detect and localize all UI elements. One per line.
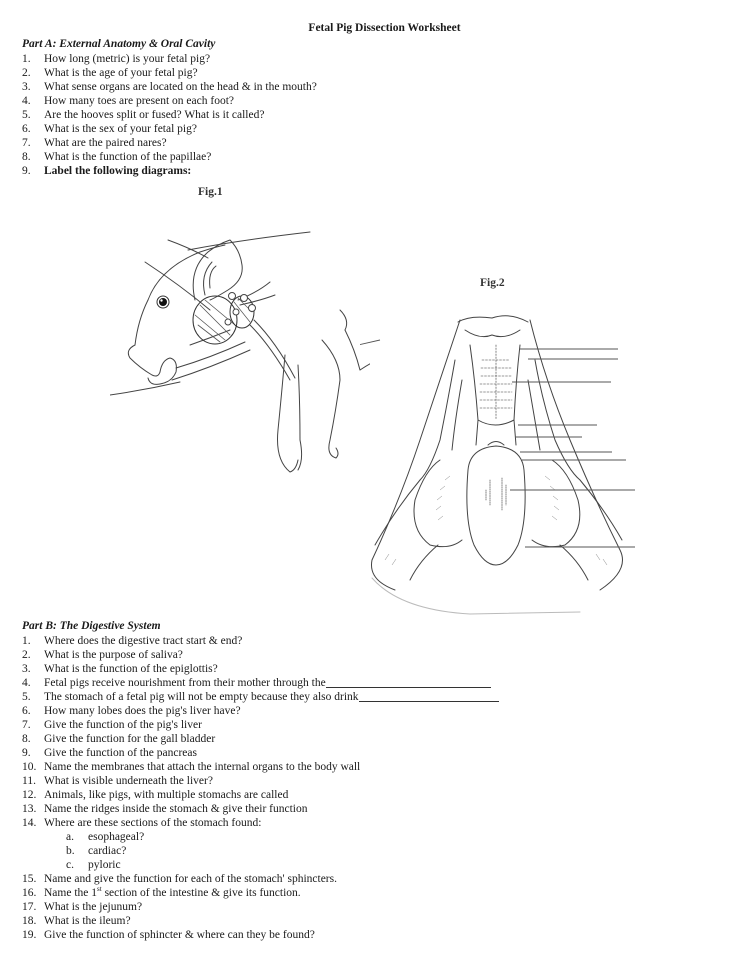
fig1-pig-head-diagram <box>110 215 370 495</box>
question-item: 11. What is visible underneath the liver? <box>22 775 213 787</box>
question-item: 7. Give the function of the pig's liver <box>22 719 202 731</box>
question-item: 1. Where does the digestive tract start & end? <box>22 635 243 647</box>
part-a-heading: Part A: External Anatomy & Oral Cavity <box>22 38 216 50</box>
question-item: 8. Give the function for the gall bladder <box>22 733 216 745</box>
question-item: 4. How many toes are present on each foot? <box>22 95 234 107</box>
question-item: 12. Animals, like pigs, with multiple stomachs are called <box>22 789 289 801</box>
question-item: 3. What is the function of the epiglottis? <box>22 663 218 675</box>
sub-question-item: c. pyloric <box>66 859 121 871</box>
question-item: 7. What are the paired nares? <box>22 137 167 149</box>
question-item: 5. The stomach of a fetal pig will not be empty because they also drink <box>22 690 499 704</box>
question-item: 17. What is the jejunum? <box>22 901 143 913</box>
question-item: 15. Name and give the function for each of the stomach' sphincters. <box>22 873 337 885</box>
question-item: 3. What sense organs are located on the head & in the mouth? <box>22 81 317 93</box>
question-item: 18. What is the ileum? <box>22 915 131 927</box>
question-item: 19. Give the function of sphincter & where can they be found? <box>22 929 315 941</box>
fig1-label: Fig.1 <box>198 186 223 198</box>
question-item: 5. Are the hooves split or fused? What is it called? <box>22 109 265 121</box>
sub-question-item: a. esophageal? <box>66 831 145 843</box>
question-item: 6. How many lobes does the pig's liver have? <box>22 705 241 717</box>
worksheet-title: Fetal Pig Dissection Worksheet <box>308 22 461 34</box>
part-a-question-list <box>22 52 317 178</box>
question-item: 1. How long (metric) is your fetal pig? <box>22 53 211 65</box>
question-item: 9. Label the following diagrams: <box>22 165 192 177</box>
fig2-ventral-neck-diagram <box>360 300 650 620</box>
answer-blank[interactable] <box>326 676 491 688</box>
question-item: 10. Name the membranes that attach the internal organs to the body wall <box>22 761 361 773</box>
question-item: 14. Where are these sections of the stomach found: <box>22 817 262 829</box>
question-item: 2. What is the age of your fetal pig? <box>22 67 198 79</box>
question-item: 4. Fetal pigs receive nourishment from their mother through the <box>22 676 499 690</box>
question-item: 6. What is the sex of your fetal pig? <box>22 123 197 135</box>
sub-question-item: b. cardiac? <box>66 845 127 857</box>
part-b-question-list <box>22 634 499 942</box>
answer-blank[interactable] <box>359 690 499 702</box>
question-item: 8. What is the function of the papillae? <box>22 151 212 163</box>
question-item: 13. Name the ridges inside the stomach & give their function <box>22 803 308 815</box>
question-item: 9. Give the function of the pancreas <box>22 747 197 759</box>
question-item: 16. Name the 1st section of the intestine & give its function. <box>22 885 301 899</box>
question-item: 2. What is the purpose of saliva? <box>22 649 183 661</box>
fig2-label: Fig.2 <box>480 277 505 289</box>
part-b-heading: Part B: The Digestive System <box>22 620 161 632</box>
